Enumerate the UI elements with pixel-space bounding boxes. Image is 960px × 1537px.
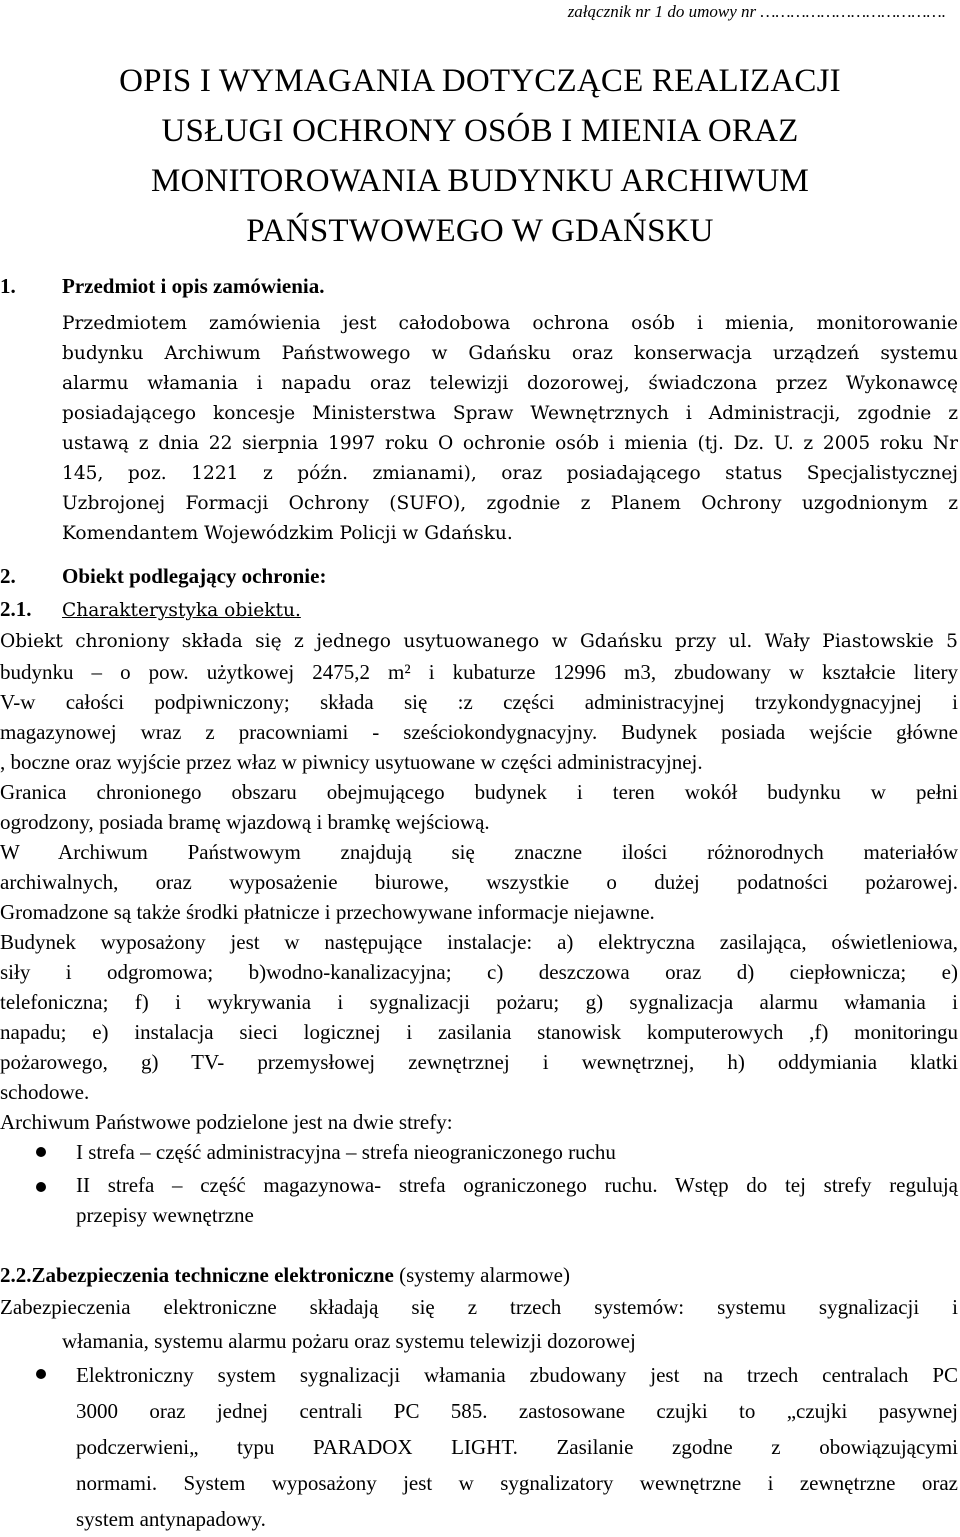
title-line: PAŃSTWOWEGO W GDAŃSKU	[246, 213, 714, 249]
section-number: 1.	[0, 274, 16, 298]
section-2-2-paragraph-cont	[62, 1324, 958, 1358]
text-line: Budynek wyposażony jest w następujące instalacje: a) elektryczna zasilająca, oświetleniowa,	[0, 930, 958, 954]
text-line: , boczne oraz wyjście przez właz w piwnicy usytuowane w części administracyjnej.	[0, 750, 703, 774]
text-line: system antynapadowy.	[76, 1507, 266, 1531]
subsection-2-1-heading	[0, 597, 958, 623]
text-line: pożarowego, g) TV- przemysłowej zewnętrznej i wewnętrznej, h) oddymiania klatki	[0, 1050, 958, 1074]
section-title: Przedmiot i opis zamówienia.	[62, 274, 325, 298]
electronic-system-item	[76, 1357, 958, 1537]
text-line: magazynowej wraz z pracowniami - sześciokondygnacyjny. Budynek posiada wejście główne	[0, 720, 958, 744]
text-line: II strefa – część magazynowa- strefa ograniczonego ruchu. Wstęp do tej strefy regulują	[76, 1173, 958, 1197]
text-line: normami. System wyposażony jest w sygnalizatory wewnętrzne i zewnętrzne oraz	[76, 1471, 958, 1495]
text-line: napadu; e) instalacja sieci logicznej i zasilania stanowisk komputerowych ,f) monitoringu	[0, 1020, 958, 1044]
text-line: przepisy wewnętrzne	[76, 1203, 254, 1227]
list-bullet	[36, 1147, 46, 1157]
section-number: 2.	[0, 564, 16, 588]
text-line: Obiekt chroniony składa się z jednego usytuowanego w Gdańsku przy ul. Wały Piastowskie 5	[0, 631, 958, 652]
text-line: Komendantem Wojewódzkim Policji w Gdańsku.	[62, 523, 513, 544]
text-line: siły i odgromowa; b)wodno-kanalizacyjna; c) deszczowa oraz d) ciepłownicza; e)	[0, 960, 958, 984]
text-line: archiwalnych, oraz wyposażenie biurowe, wszystkie o dużej podatności pożarowej.	[0, 870, 958, 894]
title-line: MONITOROWANIA BUDYNKU ARCHIWUM	[150, 163, 810, 199]
list-bullet	[36, 1369, 46, 1379]
text-line: podczerwieni„ typu PARADOX LIGHT. Zasilanie zgodne z obowiązującymi	[76, 1435, 958, 1459]
section-1-heading	[0, 274, 324, 299]
section-2-heading	[0, 564, 326, 589]
text-line: ustawą z dnia 22 sierpnia 1997 roku O ochronie osób i mienia (tj. Dz. U. z 2005 roku Nr	[62, 433, 958, 454]
text-line: Granica chronionego obszaru obejmującego budynek i teren wokół budynku w pełni	[0, 780, 958, 804]
section-2-1-paragraph-a	[0, 627, 958, 657]
text-line: ogrodzony, posiada bramę wjazdową i bramkę wejściową.	[0, 810, 490, 834]
section-2-1-paragraph-b	[0, 657, 958, 1137]
text-line: 145, poz. 1221 z późn. zmianami), oraz posiadającego status Specjalistycznej	[62, 463, 958, 484]
section-1-paragraph	[62, 309, 958, 549]
text-line: Elektroniczny system sygnalizacji włamania zbudowany jest na trzech centralach PC	[76, 1363, 958, 1387]
section-2-2-paragraph	[0, 1290, 958, 1324]
text-line: Zabezpieczenia elektroniczne składają się z trzech systemów: systemu sygnalizacji i	[0, 1295, 958, 1319]
text-line: Uzbrojonej Formacji Ochrony (SUFO), zgodnie z Planem Ochrony uzgodnionym z	[62, 493, 958, 514]
title-line: USŁUGI OCHRONY OSÓB I MIENIA ORAZ	[161, 113, 799, 149]
title-line: OPIS I WYMAGANIA DOTYCZĄCE REALIZACJI	[119, 63, 841, 99]
text-line: budynku – o pow. użytkowej 2475,2 m² i kubaturze 12996 m3, zbudowany w kształcie litery	[0, 660, 958, 684]
subsection-number: 2.1.	[0, 597, 32, 621]
attachment-note: załącznik nr 1 do umowy nr ……………………………….	[567, 2, 946, 21]
text-line: telefoniczna; f) i wykrywania i sygnalizacji pożaru; g) sygnalizacja alarmu włamania i	[0, 990, 958, 1014]
subsection-2-2-heading	[0, 1261, 958, 1289]
document-title	[0, 56, 960, 256]
text-line: schodowe.	[0, 1080, 90, 1104]
subsection-title: Charakterystyka obiektu.	[62, 600, 301, 621]
text-line: alarmu włamania i napadu oraz telewizji dozorowej, świadczona przez Wykonawcę	[62, 373, 958, 394]
text-line: Gromadzone są także środki płatnicze i przechowywane informacje niejawne.	[0, 900, 655, 924]
text-line: posiadającego koncesje Ministerstwa Spraw Wewnętrznych i Administracji, zgodnie z	[62, 403, 958, 424]
zone-list-item	[76, 1170, 958, 1230]
text-line: Archiwum Państwowe podzielone jest na dwie strefy:	[0, 1110, 453, 1134]
section-title: Obiekt podlegający ochronie:	[62, 564, 327, 588]
text-line: 3000 oraz jednej centrali PC 585. zastosowane czujki to „czujki pasywnej	[76, 1399, 958, 1423]
text-line: I strefa – część administracyjna – strefa nieograniczonego ruchu	[76, 1140, 616, 1164]
zone-list-item	[76, 1137, 958, 1167]
subsection-number: 2.2.	[0, 1263, 32, 1287]
list-bullet	[36, 1182, 46, 1192]
text-line: Przedmiotem zamówienia jest całodobowa ochrona osób i mienia, monitorowanie	[62, 313, 958, 334]
subsection-title: Zabezpieczenia techniczne elektroniczne	[31, 1263, 394, 1287]
text-line: włamania, systemu alarmu pożaru oraz systemu telewizji dozorowej	[62, 1329, 636, 1353]
text-line: W Archiwum Państwowym znajdują się znaczne ilości różnorodnych materiałów	[0, 840, 958, 864]
text-line: budynku Archiwum Państwowego w Gdańsku oraz konserwacja urządzeń systemu	[62, 343, 958, 364]
text-line: V-w całości podpiwniczony; składa się :z części administracyjnej trzykondygnacyjnej i	[0, 690, 958, 714]
subsection-suffix: (systemy alarmowe)	[393, 1263, 570, 1287]
